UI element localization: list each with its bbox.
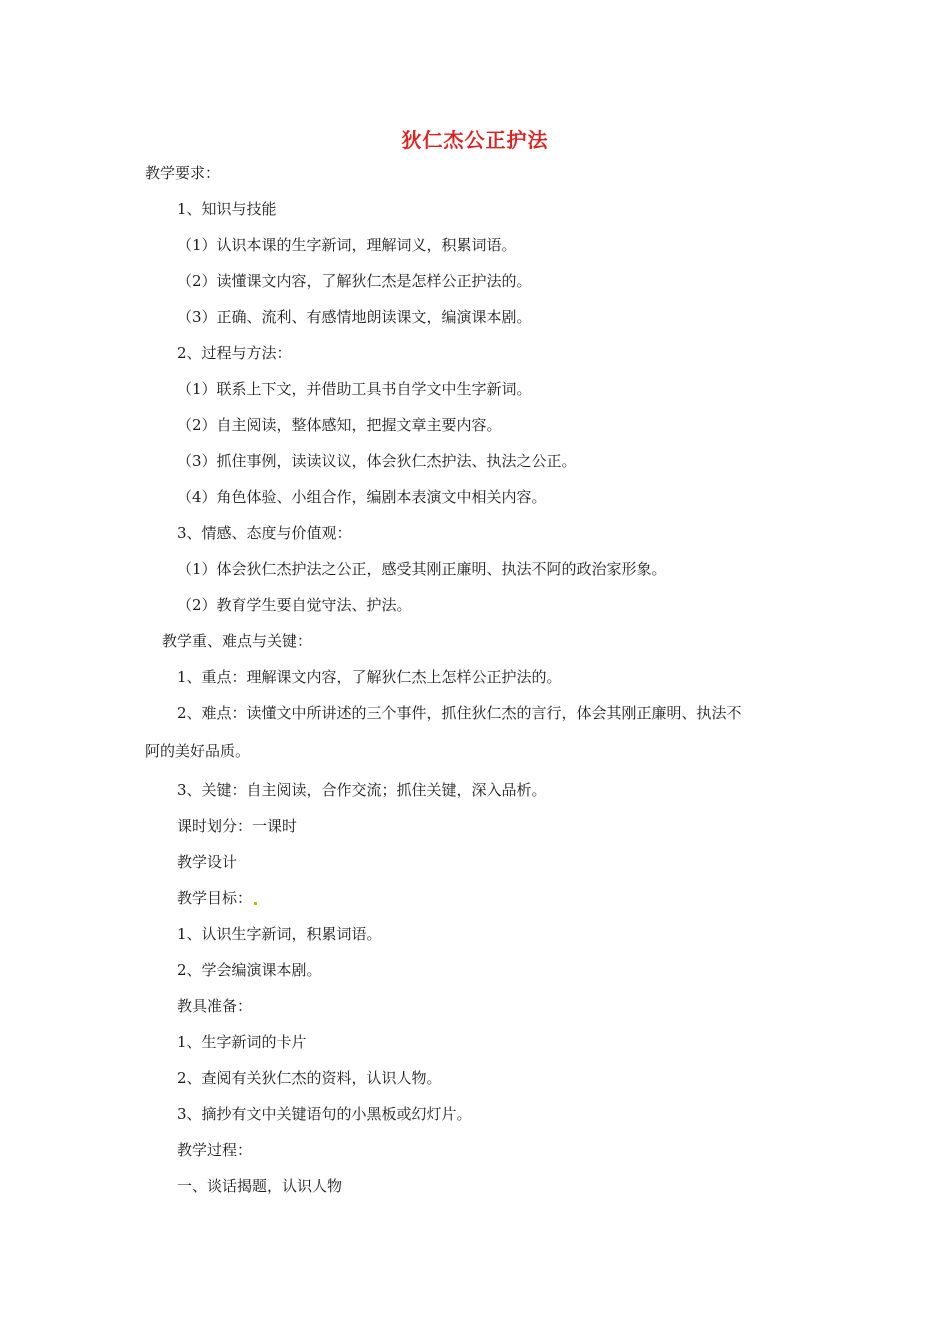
list-item: 3、关键：自主阅读，合作交流；抓住关键，深入品析。 <box>177 781 547 799</box>
subsection-heading: 3、情感、态度与价值观： <box>177 524 352 542</box>
subsection-heading: 2、过程与方法： <box>177 344 292 362</box>
list-item: （1）认识本课的生字新词，理解词义，积累词语。 <box>177 236 517 254</box>
list-item: （1）联系上下文，并借助工具书自学文中生字新词。 <box>177 380 532 398</box>
list-item: 1、生字新词的卡片 <box>177 1033 307 1051</box>
paragraph: 课时划分：一课时 <box>177 817 298 835</box>
list-item: 1、认识生字新词，积累词语。 <box>177 925 382 943</box>
list-item: （3）正确、流利、有感情地朗读课文，编演课本剧。 <box>177 308 532 326</box>
list-item: 1、重点：理解课文内容，了解狄仁杰上怎样公正护法的。 <box>177 668 562 686</box>
list-item: 3、摘抄有文中关键语句的小黑板或幻灯片。 <box>177 1105 472 1123</box>
document-title: 狄仁杰公正护法 <box>401 128 549 152</box>
subsection-heading: 教具准备： <box>177 997 253 1015</box>
list-item: （2）自主阅读，整体感知，把握文章主要内容。 <box>177 416 502 434</box>
list-item-continuation: 阿的美好品质。 <box>145 742 251 760</box>
list-item: （3）抓住事例，读读议议，体会狄仁杰护法、执法之公正。 <box>177 452 577 470</box>
section-heading: 教学设计 <box>177 853 238 871</box>
subsection-heading-row <box>177 888 257 908</box>
dot-mark <box>254 902 257 905</box>
subsection-heading: 1、知识与技能 <box>177 200 277 218</box>
list-item: 一、谈话揭题，认识人物 <box>177 1177 343 1195</box>
section-heading: 教学要求： <box>145 164 221 182</box>
list-item: （4）角色体验、小组合作，编剧本表演文中相关内容。 <box>177 488 547 506</box>
list-item: 2、难点：读懂文中所讲述的三个事件，抓住狄仁杰的言行，体会其刚正廉明、执法不 <box>177 704 742 722</box>
list-item: 2、查阅有关狄仁杰的资料，认识人物。 <box>177 1069 442 1087</box>
subsection-heading: 教学过程： <box>177 1141 253 1159</box>
list-item: （2）读懂课文内容，了解狄仁杰是怎样公正护法的。 <box>177 272 532 290</box>
section-heading: 教学重、难点与关键： <box>162 632 313 650</box>
subsection-heading: 教学目标： <box>177 889 253 907</box>
list-item: （1）体会狄仁杰护法之公正，感受其刚正廉明、执法不阿的政治家形象。 <box>177 560 667 578</box>
list-item: 2、学会编演课本剧。 <box>177 961 322 979</box>
list-item: （2）教育学生要自觉守法、护法。 <box>177 596 412 614</box>
